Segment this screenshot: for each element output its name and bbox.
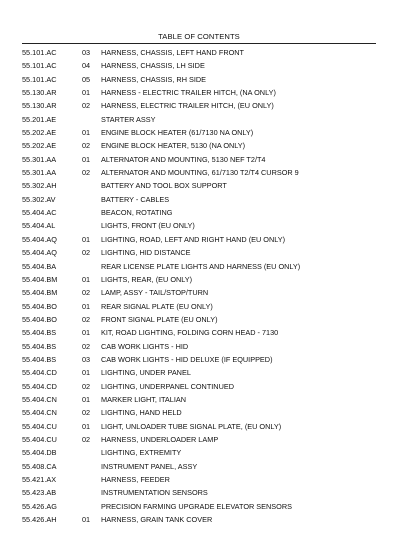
- toc-row: [22, 59, 376, 72]
- section-code: 55.404.BA: [22, 261, 57, 271]
- section-code: 55.423.AB: [22, 488, 57, 498]
- section-description: INSTRUMENT PANEL, ASSY: [101, 461, 198, 471]
- variant-number: 01: [82, 128, 91, 138]
- variant-number: 01: [82, 421, 91, 431]
- section-code: 55.404.AC: [22, 208, 57, 218]
- section-code: 55.404.CU: [22, 421, 57, 431]
- variant-number: 01: [82, 274, 91, 284]
- variant-number: [82, 206, 101, 219]
- toc-row: [22, 273, 376, 286]
- section-code: 55.404.AQ: [22, 234, 57, 244]
- section-code: 55.101.AC: [22, 48, 57, 57]
- toc-row: [22, 513, 376, 526]
- section-description: MARKER LIGHT, ITALIAN: [101, 394, 187, 404]
- section-description: HARNESS, ELECTRIC TRAILER HITCH, (EU ONLY): [101, 101, 274, 111]
- section-description: HARNESS - ELECTRIC TRAILER HITCH, (NA ONLY): [101, 88, 276, 98]
- section-code: 55.404.CN: [22, 408, 57, 418]
- section-description: LIGHTING, HAND HELD: [101, 408, 182, 418]
- toc-row: [22, 286, 376, 299]
- section-code: 55.421.AX: [22, 475, 57, 484]
- toc-row: [22, 420, 376, 433]
- section-code: 55.404.CN: [22, 394, 57, 404]
- section-code: 55.404.BO: [22, 301, 57, 311]
- variant-number: 04: [82, 61, 91, 71]
- section-description: REAR LICENSE PLATE LIGHTS AND HARNESS (EU ONLY): [101, 261, 301, 271]
- section-code: 55.408.CA: [22, 461, 57, 471]
- toc-row: [22, 500, 376, 513]
- toc-row: [22, 433, 376, 446]
- section-description: HARNESS, UNDERLOADER LAMP: [101, 434, 219, 444]
- toc-row: [22, 406, 376, 419]
- section-code: 55.404.CD: [22, 381, 57, 391]
- variant-number: 03: [82, 354, 91, 364]
- section-code: 55.101.AC: [22, 74, 57, 84]
- section-description: ALTERNATOR AND MOUNTING, 5130 NEF T2/T4: [101, 154, 266, 164]
- toc-row: [22, 486, 376, 499]
- toc-row: [22, 99, 376, 112]
- toc-row: [22, 340, 376, 353]
- section-description: FRONT SIGNAL PLATE (EU ONLY): [101, 314, 218, 324]
- variant-number: 01: [82, 154, 91, 164]
- toc-row: [22, 380, 376, 393]
- section-description: CAB WORK LIGHTS - HID DELUXE (IF EQUIPPED): [101, 354, 273, 364]
- section-code: 55.404.BS: [22, 354, 57, 364]
- variant-number: 02: [82, 288, 91, 298]
- section-code: 55.201.AE: [22, 114, 57, 124]
- variant-number: [82, 500, 101, 513]
- variant-number: 05: [82, 74, 91, 84]
- section-description: REAR SIGNAL PLATE (EU ONLY): [101, 301, 213, 311]
- variant-number: 02: [82, 408, 91, 418]
- section-description: BATTERY - CABLES: [101, 194, 170, 204]
- section-description: LIGHTING, EXTREMITY: [101, 448, 182, 458]
- toc-row: [22, 113, 376, 126]
- variant-number: 01: [82, 368, 91, 378]
- section-code: 55.404.AQ: [22, 248, 57, 258]
- toc-row: [22, 393, 376, 406]
- section-code: 55.301.AA: [22, 154, 57, 164]
- section-description: BATTERY AND TOOL BOX SUPPORT: [101, 181, 227, 191]
- section-code: 55.130.AR: [22, 88, 57, 98]
- toc-row: [22, 233, 376, 246]
- variant-number: [82, 473, 101, 486]
- toc-row: [22, 193, 376, 206]
- table-of-contents: [22, 31, 376, 526]
- section-code: 55.404.BM: [22, 274, 58, 284]
- section-description: ENGINE BLOCK HEATER (61/7130 NA ONLY): [101, 128, 254, 138]
- variant-number: [82, 460, 101, 473]
- variant-number: 02: [82, 141, 91, 151]
- toc-row: [22, 313, 376, 326]
- variant-number: 02: [82, 434, 91, 444]
- section-code: 55.426.AH: [22, 515, 57, 525]
- section-code: 55.301.AA: [22, 168, 57, 178]
- section-code: 55.302.AH: [22, 181, 57, 191]
- section-description: HARNESS, FEEDER: [101, 475, 170, 484]
- section-description: ALTERNATOR AND MOUNTING, 61/7130 T2/T4 CURSOR 9: [101, 168, 299, 178]
- section-description: LIGHTING, HID DISTANCE: [101, 248, 191, 258]
- toc-row: [22, 473, 376, 486]
- variant-number: 01: [82, 394, 91, 404]
- toc-row: [22, 206, 376, 219]
- section-code: 55.404.AL: [22, 221, 56, 231]
- toc-row: [22, 260, 376, 273]
- toc-row: [22, 153, 376, 166]
- section-code: 55.202.AE: [22, 128, 57, 138]
- section-description: HARNESS, CHASSIS, RH SIDE: [101, 74, 207, 84]
- section-code: 55.202.AE: [22, 141, 57, 151]
- variant-number: 02: [82, 314, 91, 324]
- toc-row: [22, 46, 376, 59]
- toc-row: [22, 246, 376, 259]
- toc-row: [22, 326, 376, 339]
- section-code: 55.404.CD: [22, 368, 57, 378]
- variant-number: [82, 486, 101, 499]
- toc-row: [22, 179, 376, 192]
- section-description: LIGHTING, UNDER PANEL: [101, 368, 191, 378]
- variant-number: 02: [82, 248, 91, 258]
- section-code: 55.426.AG: [22, 501, 57, 511]
- variant-number: 03: [82, 48, 91, 57]
- section-description: LIGHTING, UNDERPANEL CONTINUED: [101, 381, 234, 391]
- section-description: LAMP, ASSY - TAIL/STOP/TURN: [101, 288, 209, 298]
- section-code: 55.130.AR: [22, 101, 57, 111]
- section-description: HARNESS, GRAIN TANK COVER: [101, 515, 213, 525]
- toc-row: [22, 139, 376, 152]
- toc-row: [22, 73, 376, 86]
- variant-number: [82, 193, 101, 206]
- section-description: STARTER ASSY: [101, 114, 156, 124]
- variant-number: 01: [82, 328, 91, 338]
- toc-row: [22, 353, 376, 366]
- variant-number: 02: [82, 381, 91, 391]
- variant-number: 02: [82, 101, 91, 111]
- toc-row: [22, 460, 376, 473]
- variant-number: 02: [82, 341, 91, 351]
- toc-row: [22, 86, 376, 99]
- section-code: 55.101.AC: [22, 61, 57, 71]
- variant-number: 01: [82, 234, 91, 244]
- variant-number: [82, 446, 101, 459]
- section-description: ENGINE BLOCK HEATER, 5130 (NA ONLY): [101, 141, 246, 151]
- section-description: HARNESS, CHASSIS, LEFT HAND FRONT: [101, 48, 244, 57]
- section-code: 55.302.AV: [22, 194, 56, 204]
- variant-number: 01: [82, 515, 91, 525]
- section-description: HARNESS, CHASSIS, LH SIDE: [101, 61, 205, 71]
- section-description: LIGHTS, FRONT (EU ONLY): [101, 221, 195, 231]
- variant-number: [82, 179, 101, 192]
- toc-row: [22, 366, 376, 379]
- variant-number: 01: [82, 88, 91, 98]
- section-code: 55.404.BS: [22, 328, 57, 338]
- variant-number: [82, 219, 101, 232]
- toc-row: [22, 300, 376, 313]
- toc-row: [22, 126, 376, 139]
- section-code: 55.404.BS: [22, 341, 57, 351]
- section-description: LIGHTS, REAR, (EU ONLY): [101, 274, 193, 284]
- variant-number: [82, 113, 101, 126]
- section-description: PRECISION FARMING UPGRADE ELEVATOR SENSORS: [101, 501, 292, 511]
- section-description: KIT, ROAD LIGHTING, FOLDING CORN HEAD - 7130: [101, 328, 279, 338]
- section-description: CAB WORK LIGHTS - HID: [101, 341, 189, 351]
- section-description: INSTRUMENTATION SENSORS: [101, 488, 208, 498]
- toc-row: [22, 166, 376, 179]
- section-code: 55.404.BO: [22, 314, 57, 324]
- toc-title: TABLE OF CONTENTS: [22, 31, 376, 44]
- variant-number: [82, 260, 101, 273]
- toc-row: [22, 446, 376, 459]
- section-code: 55.404.DB: [22, 448, 57, 458]
- variant-number: 01: [82, 301, 91, 311]
- section-code: 55.404.CU: [22, 434, 57, 444]
- section-description: LIGHTING, ROAD, LEFT AND RIGHT HAND (EU ONLY): [101, 234, 286, 244]
- toc-row: [22, 219, 376, 232]
- section-description: BEACON, ROTATING: [101, 208, 173, 218]
- section-code: 55.404.BM: [22, 288, 58, 298]
- toc-rows: [22, 46, 376, 526]
- section-description: LIGHT, UNLOADER TUBE SIGNAL PLATE, (EU ONLY): [101, 421, 282, 431]
- variant-number: 02: [82, 168, 91, 178]
